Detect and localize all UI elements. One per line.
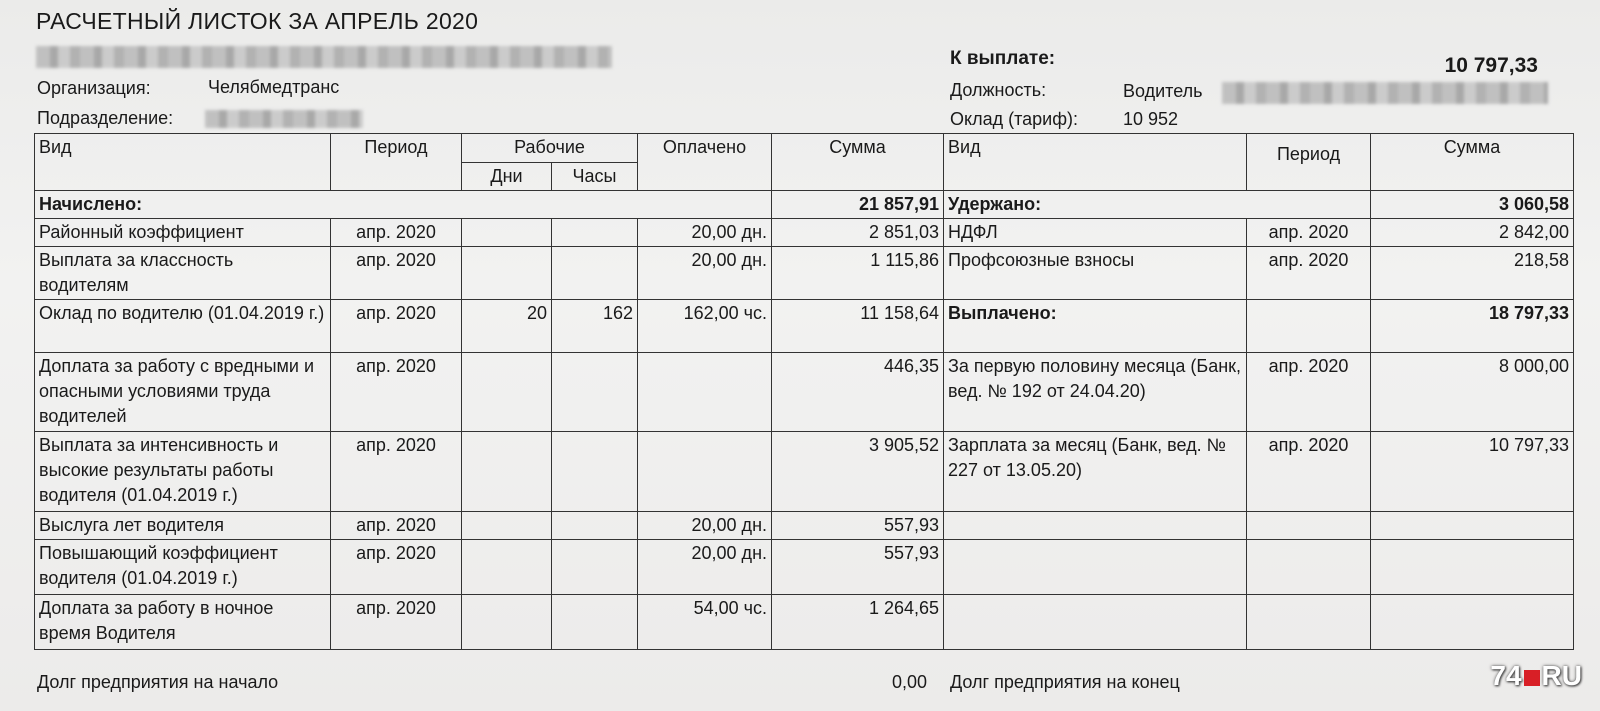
salary-value: 10 952 xyxy=(1123,109,1179,129)
row-period: апр. 2020 xyxy=(331,512,462,540)
row-sum: 2 851,03 xyxy=(772,219,944,247)
row-paid: 20,00 дн. xyxy=(638,247,772,300)
org-value: Челябмедтранс xyxy=(208,77,340,97)
dept-label: Подразделение: xyxy=(37,108,174,128)
logo-square-icon xyxy=(1524,670,1540,686)
row-paid xyxy=(638,353,772,432)
row-right-sum xyxy=(1371,595,1574,650)
paid-total: 18 797,33 xyxy=(1371,300,1574,353)
row-kind: Районный коэффициент xyxy=(35,219,331,247)
accrued-total: 21 857,91 xyxy=(772,191,944,219)
row-kind: Доплата за работу с вредными и опасными условиями труда водителей xyxy=(35,353,331,432)
row-right-kind xyxy=(944,512,1247,540)
row-paid xyxy=(638,432,772,512)
row-paid: 20,00 дн. xyxy=(638,512,772,540)
row-right-kind xyxy=(944,595,1247,650)
row-days: 20 xyxy=(462,300,552,353)
withheld-total: 3 060,58 xyxy=(1371,191,1574,219)
table-row xyxy=(35,540,1574,595)
table-row xyxy=(35,219,1574,247)
row-days xyxy=(462,540,552,595)
row-kind: Выплата за классность водителям xyxy=(35,247,331,300)
to-pay-label: К выплате: xyxy=(950,48,1056,69)
row-right-kind: НДФЛ xyxy=(944,219,1247,247)
totals-row xyxy=(35,191,1574,219)
col-sum-right-header: Сумма xyxy=(1371,134,1574,191)
row-period: апр. 2020 xyxy=(331,300,462,353)
accrued-label: Начислено: xyxy=(35,191,772,219)
col-working-header: Рабочие xyxy=(462,134,638,163)
row-paid: 20,00 дн. xyxy=(638,219,772,247)
withheld-label: Удержано: xyxy=(944,191,1371,219)
table-row xyxy=(35,300,1574,353)
row-days xyxy=(462,219,552,247)
row-paid: 162,00 чс. xyxy=(638,300,772,353)
row-right-period xyxy=(1247,512,1371,540)
row-right-sum xyxy=(1371,512,1574,540)
row-hours xyxy=(552,432,638,512)
row-kind: Повышающий коэффициент водителя (01.04.2019 г.) xyxy=(35,540,331,595)
row-right-kind: Зарплата за месяц (Банк, вед. № 227 от 13.05.20) xyxy=(944,432,1247,512)
row-right-period: апр. 2020 xyxy=(1247,219,1371,247)
position-value: Водитель xyxy=(1123,81,1203,101)
table-row xyxy=(35,595,1574,650)
row-right-sum: 2 842,00 xyxy=(1371,219,1574,247)
row-sum: 557,93 xyxy=(772,512,944,540)
row-period: апр. 2020 xyxy=(331,219,462,247)
table-row xyxy=(35,247,1574,300)
row-right-sum: 10 797,33 xyxy=(1371,432,1574,512)
row-sum: 11 158,64 xyxy=(772,300,944,353)
row-days xyxy=(462,247,552,300)
redacted-position xyxy=(1222,82,1548,104)
debt-end-label: Долг предприятия на конец xyxy=(950,672,1180,692)
site-watermark-logo: 74 RU xyxy=(1490,660,1582,691)
table-row xyxy=(35,512,1574,540)
row-period: апр. 2020 xyxy=(331,247,462,300)
org-label: Организация: xyxy=(37,78,151,98)
row-right-sum: 218,58 xyxy=(1371,247,1574,300)
row-hours xyxy=(552,247,638,300)
row-hours xyxy=(552,353,638,432)
debt-start-value: 0,00 xyxy=(892,672,928,692)
col-kind-right-header: Вид xyxy=(944,134,1247,191)
debt-start-label: Долг предприятия на начало xyxy=(37,672,279,692)
row-right-period xyxy=(1247,300,1371,353)
salary-label: Оклад (тариф): xyxy=(950,109,1079,129)
row-kind: Выплата за интенсивность и высокие результаты работы водителя (01.04.2019 г.) xyxy=(35,432,331,512)
row-right-period xyxy=(1247,540,1371,595)
position-label: Должность: xyxy=(950,80,1047,100)
row-right-sum: 8 000,00 xyxy=(1371,353,1574,432)
table-row xyxy=(35,353,1574,432)
row-hours xyxy=(552,512,638,540)
col-kind-header: Вид xyxy=(35,134,331,191)
payslip-table xyxy=(34,133,1574,650)
row-kind: Оклад по водителю (01.04.2019 г.) xyxy=(35,300,331,353)
col-hours-header: Часы xyxy=(552,163,638,191)
row-period: апр. 2020 xyxy=(331,595,462,650)
col-period-header: Период xyxy=(331,134,462,191)
payslip-title: РАСЧЕТНЫЙ ЛИСТОК ЗА АПРЕЛЬ 2020 xyxy=(36,8,479,34)
to-pay-value: 10 797,33 xyxy=(1444,54,1538,77)
row-hours: 162 xyxy=(552,300,638,353)
redacted-name xyxy=(36,46,612,68)
row-kind: Доплата за работу в ночное время Водителя xyxy=(35,595,331,650)
row-right-period: апр. 2020 xyxy=(1247,432,1371,512)
row-hours xyxy=(552,540,638,595)
col-paid-header: Оплачено xyxy=(638,134,772,191)
row-period: апр. 2020 xyxy=(331,432,462,512)
table-header-row xyxy=(35,134,1574,163)
row-right-period xyxy=(1247,595,1371,650)
col-sum-header: Сумма xyxy=(772,134,944,191)
paid-label: Выплачено: xyxy=(944,300,1247,353)
row-paid: 20,00 дн. xyxy=(638,540,772,595)
row-right-period: апр. 2020 xyxy=(1247,247,1371,300)
row-right-kind xyxy=(944,540,1247,595)
redacted-dept xyxy=(205,110,363,128)
row-right-sum xyxy=(1371,540,1574,595)
row-days xyxy=(462,512,552,540)
col-period-right-header: Период xyxy=(1247,134,1371,191)
row-kind: Выслуга лет водителя xyxy=(35,512,331,540)
row-right-kind: Профсоюзные взносы xyxy=(944,247,1247,300)
row-days xyxy=(462,595,552,650)
row-days xyxy=(462,432,552,512)
row-right-kind: За первую половину месяца (Банк, вед. № 192 от 24.04.20) xyxy=(944,353,1247,432)
row-period: апр. 2020 xyxy=(331,540,462,595)
row-hours xyxy=(552,219,638,247)
row-paid: 54,00 чс. xyxy=(638,595,772,650)
row-sum: 3 905,52 xyxy=(772,432,944,512)
row-sum: 1 115,86 xyxy=(772,247,944,300)
col-days-header: Дни xyxy=(462,163,552,191)
row-days xyxy=(462,353,552,432)
row-sum: 446,35 xyxy=(772,353,944,432)
row-hours xyxy=(552,595,638,650)
row-sum: 557,93 xyxy=(772,540,944,595)
row-period: апр. 2020 xyxy=(331,353,462,432)
row-right-period: апр. 2020 xyxy=(1247,353,1371,432)
table-row xyxy=(35,432,1574,512)
row-sum: 1 264,65 xyxy=(772,595,944,650)
